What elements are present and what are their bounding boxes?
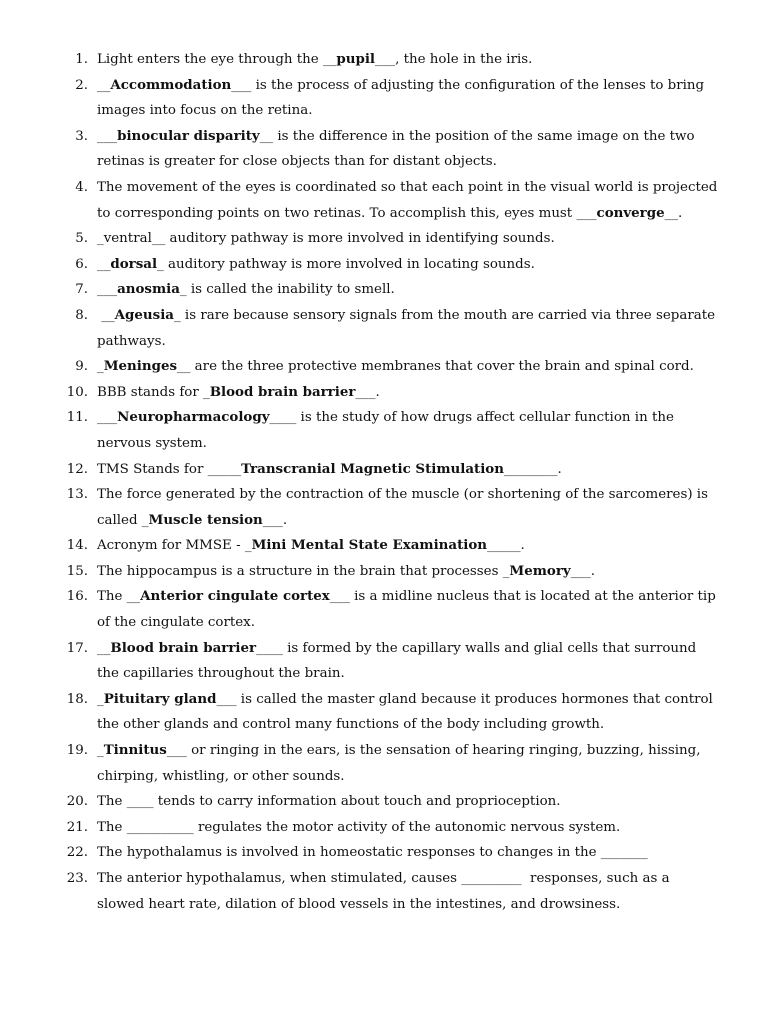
question-text [97, 845, 648, 860]
question-text [97, 794, 561, 809]
question-text-segment: _ [97, 359, 104, 375]
question-item [0, 175, 768, 226]
question-item [0, 405, 768, 456]
question-number: 2. [75, 77, 88, 93]
question-text-segment: The __ [97, 589, 141, 605]
question-number: 12. [66, 461, 88, 477]
answer-text: Pituitary gland [103, 690, 217, 707]
question-item [0, 354, 768, 380]
question-text [97, 589, 720, 630]
answer-text: dorsal [110, 255, 158, 272]
question-number: 11. [66, 410, 88, 426]
answer-text: converge [596, 204, 665, 221]
question-number: 22. [66, 845, 88, 861]
question-text-segment: ___. [570, 563, 596, 579]
question-number: 19. [66, 743, 88, 759]
question-text [97, 871, 674, 912]
question-text [97, 52, 532, 67]
question-text-segment: ____ is formed by the capillary walls and glial cells that surround the capillaries throughout the brain. [97, 640, 701, 682]
question-text-segment: __ [97, 640, 111, 656]
question-text-segment: __. [664, 205, 683, 221]
question-item [0, 738, 768, 789]
question-item [0, 252, 768, 278]
answer-text: Memory [509, 562, 571, 579]
question-text [97, 385, 380, 400]
question-text [97, 231, 555, 246]
question-text-segment: __ [97, 307, 115, 323]
question-text-segment: The anterior hypothalamus, when stimulated, causes _________ responses, such as a slowed heart rate, dilation of blood vessels in the intestines, and drowsiness. [97, 871, 674, 912]
question-number: 16. [66, 589, 88, 605]
question-text-segment: Acronym for MMSE - _ [97, 538, 252, 554]
question-number: 20. [66, 794, 88, 810]
question-text-segment: _ is called the inability to smell. [179, 282, 395, 298]
question-text-segment: _ [97, 743, 104, 759]
answer-text: Neuropharmacology [117, 409, 270, 426]
answer-text: Meninges [103, 358, 178, 375]
answer-text: Accommodation [110, 76, 232, 93]
question-item [0, 866, 768, 917]
question-text [97, 820, 620, 835]
question-text [97, 282, 395, 297]
question-number: 23. [66, 871, 88, 886]
question-text-segment: The force generated by the contraction of the muscle (or shortening of the sarcomeres) is called _ [97, 487, 713, 528]
answer-text: pupil [336, 51, 376, 67]
question-text-segment: __ is the difference in the position of the same image on the two retinas is greater for close objects than for distant objects. [97, 128, 699, 170]
question-number: 6. [75, 256, 88, 272]
question-item [0, 380, 768, 406]
answer-text: binocular disparity [117, 127, 260, 144]
question-number: 1. [75, 52, 88, 67]
question-text-segment: BBB stands for _ [97, 384, 210, 400]
question-item [0, 47, 768, 73]
question-number: 13. [66, 487, 88, 503]
question-number: 8. [75, 307, 88, 323]
question-number: 18. [66, 691, 88, 707]
question-text-segment: _____. [487, 538, 525, 554]
question-item [0, 73, 768, 124]
question-text-segment: ___ [97, 410, 118, 426]
question-text-segment: __ are the three protective membranes that cover the brain and spinal cord. [177, 359, 694, 375]
answer-text: Tinnitus [103, 742, 167, 759]
question-text-segment: ___ is called the master gland because it produces hormones that control the other glands and control many functions of the body including growth. [97, 691, 718, 733]
answer-text: Mini Mental State Examination [251, 537, 488, 554]
question-text-segment: Light enters the eye through the __ [97, 52, 337, 67]
question-text-segment: __ [97, 77, 111, 93]
question-text-segment: TMS Stands for _____ [97, 461, 242, 477]
question-text-segment: ___. [355, 384, 380, 400]
question-text [97, 538, 525, 553]
question-item [0, 482, 768, 533]
question-text-segment: The hippocampus is a structure in the brain that processes _ [97, 563, 510, 579]
question-text [97, 462, 562, 477]
answer-text: Blood brain barrier [110, 639, 257, 656]
question-number: 3. [75, 128, 88, 144]
question-item [0, 533, 768, 559]
question-text-segment: ___ is a midline nucleus that is located at the anterior tip of the cingulate cortex. [97, 589, 721, 631]
question-item [0, 303, 768, 354]
question-text-segment: ___, the hole in the iris. [375, 52, 533, 67]
question-item [0, 277, 768, 303]
question-number: 10. [66, 384, 88, 400]
question-text [97, 641, 701, 682]
question-text-segment: _ventral__ auditory pathway is more involved in identifying sounds. [97, 231, 555, 247]
question-item [0, 226, 768, 252]
question-item [0, 124, 768, 175]
question-item [0, 636, 768, 687]
question-text-segment: ________. [503, 461, 562, 477]
question-item [0, 815, 768, 841]
question-item [0, 840, 768, 866]
question-text [97, 78, 708, 119]
question-number: 14. [66, 538, 88, 554]
question-text-segment: ____ is the study of how drugs affect cellular function in the nervous system. [97, 410, 679, 451]
answer-text: Ageusia [114, 306, 174, 323]
question-text-segment: _ is rare because sensory signals from the mouth are carried via three separate pathways. [97, 307, 720, 349]
question-number: 4. [75, 179, 88, 195]
question-text-segment: _ [97, 691, 104, 707]
answer-text: Anterior cingulate cortex [140, 588, 330, 605]
question-text [97, 359, 694, 374]
question-text-segment: _ auditory pathway is more involved in locating sounds. [157, 256, 535, 272]
answer-text: Transcranial Magnetic Stimulation [241, 460, 504, 477]
question-item [0, 584, 768, 635]
question-text [97, 180, 722, 221]
question-item [0, 457, 768, 483]
question-list [0, 47, 768, 917]
question-number: 21. [66, 819, 88, 835]
question-number: 5. [75, 231, 88, 247]
question-text-segment: ___ [97, 282, 118, 298]
question-text [97, 743, 705, 784]
question-text-segment: ___ [97, 128, 118, 144]
question-text-segment: ___ or ringing in the ears, is the sensation of hearing ringing, buzzing, hissing, chirping, whistling, or other sounds. [97, 743, 705, 784]
question-text [97, 308, 719, 349]
question-number: 7. [75, 282, 88, 298]
question-item [0, 559, 768, 585]
question-text [97, 129, 699, 170]
question-text [97, 487, 712, 528]
question-text-segment: The movement of the eyes is coordinated so that each point in the visual world is projected to corresponding points on two retinas. To accomplish this, eyes must ___ [97, 179, 722, 221]
question-text-segment: The ____ tends to carry information about touch and proprioception. [97, 794, 561, 810]
answer-text: anosmia [117, 281, 180, 298]
question-text [97, 692, 717, 733]
question-text [97, 410, 678, 451]
answer-text: Blood brain barrier [209, 383, 356, 400]
question-number: 17. [66, 640, 88, 656]
question-number: 9. [75, 359, 88, 375]
question-text [97, 257, 535, 272]
question-text [97, 564, 595, 579]
question-item [0, 789, 768, 815]
question-text-segment: The hypothalamus is involved in homeostatic responses to changes in the _______ [97, 845, 648, 861]
question-number: 15. [66, 563, 88, 579]
question-text-segment: __ [97, 256, 111, 272]
question-item [0, 687, 768, 738]
question-text-segment: The __________ regulates the motor activity of the autonomic nervous system. [97, 819, 621, 835]
question-text-segment: ___. [262, 512, 288, 528]
answer-text: Muscle tension [148, 511, 263, 528]
question-text-segment: ___ is the process of adjusting the configuration of the lenses to bring images into focus on the retina. [97, 77, 709, 119]
